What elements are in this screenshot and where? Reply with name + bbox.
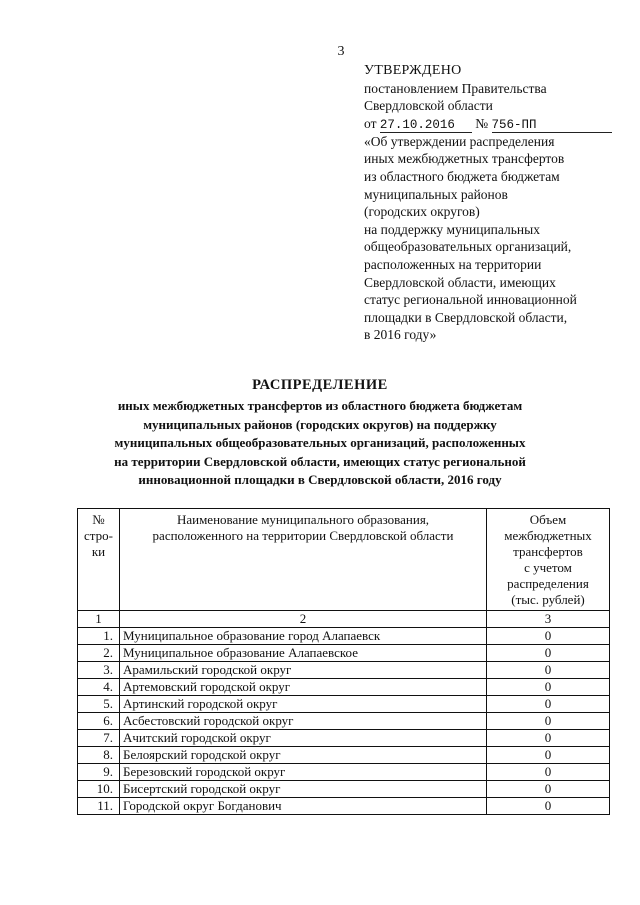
title-line: муниципальных общеобразовательных организаций, расположенных <box>114 435 526 451</box>
header-line: стро- <box>84 528 113 543</box>
approval-date-number <box>364 115 624 133</box>
column-index-row <box>78 611 610 628</box>
approval-number: 756-ПП <box>492 118 612 133</box>
municipality-name: Муниципальное образование Алапаевское <box>120 645 487 662</box>
header-line: расположенного на территории Свердловской области <box>152 528 454 543</box>
amount-value: 0 <box>487 764 610 781</box>
municipality-name: Белоярский городской округ <box>120 747 487 764</box>
header-line: ки <box>91 544 106 559</box>
approval-subject <box>364 133 624 344</box>
municipality-name: Асбестовский городской округ <box>120 713 487 730</box>
header-municipality <box>120 509 487 611</box>
row-number: 11. <box>78 798 120 815</box>
row-number: 2. <box>78 645 120 662</box>
column-index: 1 <box>78 611 120 628</box>
title-line: инновационной площадки в Свердловской области, 2016 году <box>138 472 502 488</box>
table-row <box>78 628 610 645</box>
amount-value: 0 <box>487 662 610 679</box>
column-index: 2 <box>120 611 487 628</box>
subject-line: в 2016 году» <box>364 327 437 343</box>
amount-value: 0 <box>487 679 610 696</box>
title-main: РАСПРЕДЕЛЕНИЕ <box>252 377 388 393</box>
subject-line: муниципальных районов <box>364 186 508 202</box>
municipality-name: Бисертский городской округ <box>120 781 487 798</box>
amount-value: 0 <box>487 645 610 662</box>
number-prefix: № <box>475 115 489 131</box>
subject-line: статус региональной инновационной <box>364 292 577 308</box>
table-row <box>78 696 610 713</box>
table-row <box>78 730 610 747</box>
document-title <box>86 377 554 490</box>
table-row <box>78 781 610 798</box>
amount-value: 0 <box>487 798 610 815</box>
amount-value: 0 <box>487 747 610 764</box>
header-line: межбюджетных <box>504 528 592 543</box>
subject-line: на поддержку муниципальных <box>364 221 540 237</box>
municipality-name: Артемовский городской округ <box>120 679 487 696</box>
amount-value: 0 <box>487 628 610 645</box>
header-line: (тыс. рублей) <box>511 592 585 607</box>
table-row <box>78 764 610 781</box>
column-index: 3 <box>487 611 610 628</box>
row-number: 6. <box>78 713 120 730</box>
date-prefix: от <box>364 115 377 131</box>
municipality-name: Березовский городской округ <box>120 764 487 781</box>
subject-line: Свердловской области, имеющих <box>364 274 556 290</box>
municipality-name: Артинский городской округ <box>120 696 487 713</box>
row-number: 1. <box>78 628 120 645</box>
subject-line: площадки в Свердловской области, <box>364 309 568 325</box>
subject-line: расположенных на территории <box>364 256 542 272</box>
row-number: 10. <box>78 781 120 798</box>
header-amount <box>487 509 610 611</box>
table-row <box>78 747 610 764</box>
amount-value: 0 <box>487 713 610 730</box>
title-line: иных межбюджетных трансфертов из областного бюджета бюджетам <box>117 398 523 413</box>
page-number: 3 <box>337 44 345 59</box>
approval-line: постановлением Правительства <box>364 80 547 96</box>
row-number: 8. <box>78 747 120 764</box>
amount-value: 0 <box>487 781 610 798</box>
subject-line: общеобразовательных организаций, <box>364 239 572 255</box>
amount-value: 0 <box>487 696 610 713</box>
row-number: 4. <box>78 679 120 696</box>
distribution-table <box>77 508 610 815</box>
header-line: Объем <box>529 512 567 527</box>
subject-line: из областного бюджета бюджетам <box>364 168 560 184</box>
approval-stamp <box>364 62 624 344</box>
subject-line: (городских округов) <box>364 204 480 220</box>
municipality-name: Городской округ Богданович <box>120 798 487 815</box>
table-row <box>78 662 610 679</box>
table-header-row <box>78 509 610 611</box>
municipality-name: Арамильский городской округ <box>120 662 487 679</box>
approval-date: 27.10.2016 <box>380 118 472 133</box>
title-line: на территории Свердловской области, имеющих статус региональной <box>114 453 526 469</box>
row-number: 7. <box>78 730 120 747</box>
row-number: 3. <box>78 662 120 679</box>
table-row <box>78 713 610 730</box>
table-row <box>78 798 610 815</box>
approval-heading: УТВЕРЖДЕНО <box>364 63 462 78</box>
header-line: трансфертов <box>513 544 583 559</box>
subject-line: иных межбюджетных трансфертов <box>364 151 565 167</box>
municipality-name: Муниципальное образование город Алапаевск <box>120 628 487 645</box>
header-line: с учетом <box>524 560 572 575</box>
row-number: 5. <box>78 696 120 713</box>
municipality-name: Ачитский городской округ <box>120 730 487 747</box>
header-row-number <box>78 509 120 611</box>
header-line: № <box>92 512 105 527</box>
table-row <box>78 679 610 696</box>
header-line: распределения <box>507 576 589 591</box>
row-number: 9. <box>78 764 120 781</box>
approval-line: Свердловской области <box>364 98 493 114</box>
title-line: муниципальных районов (городских округов) на поддержку <box>143 416 497 432</box>
header-line: Наименование муниципального образования, <box>176 512 430 527</box>
table-row <box>78 645 610 662</box>
amount-value: 0 <box>487 730 610 747</box>
subject-line: «Об утверждении распределения <box>364 133 555 149</box>
